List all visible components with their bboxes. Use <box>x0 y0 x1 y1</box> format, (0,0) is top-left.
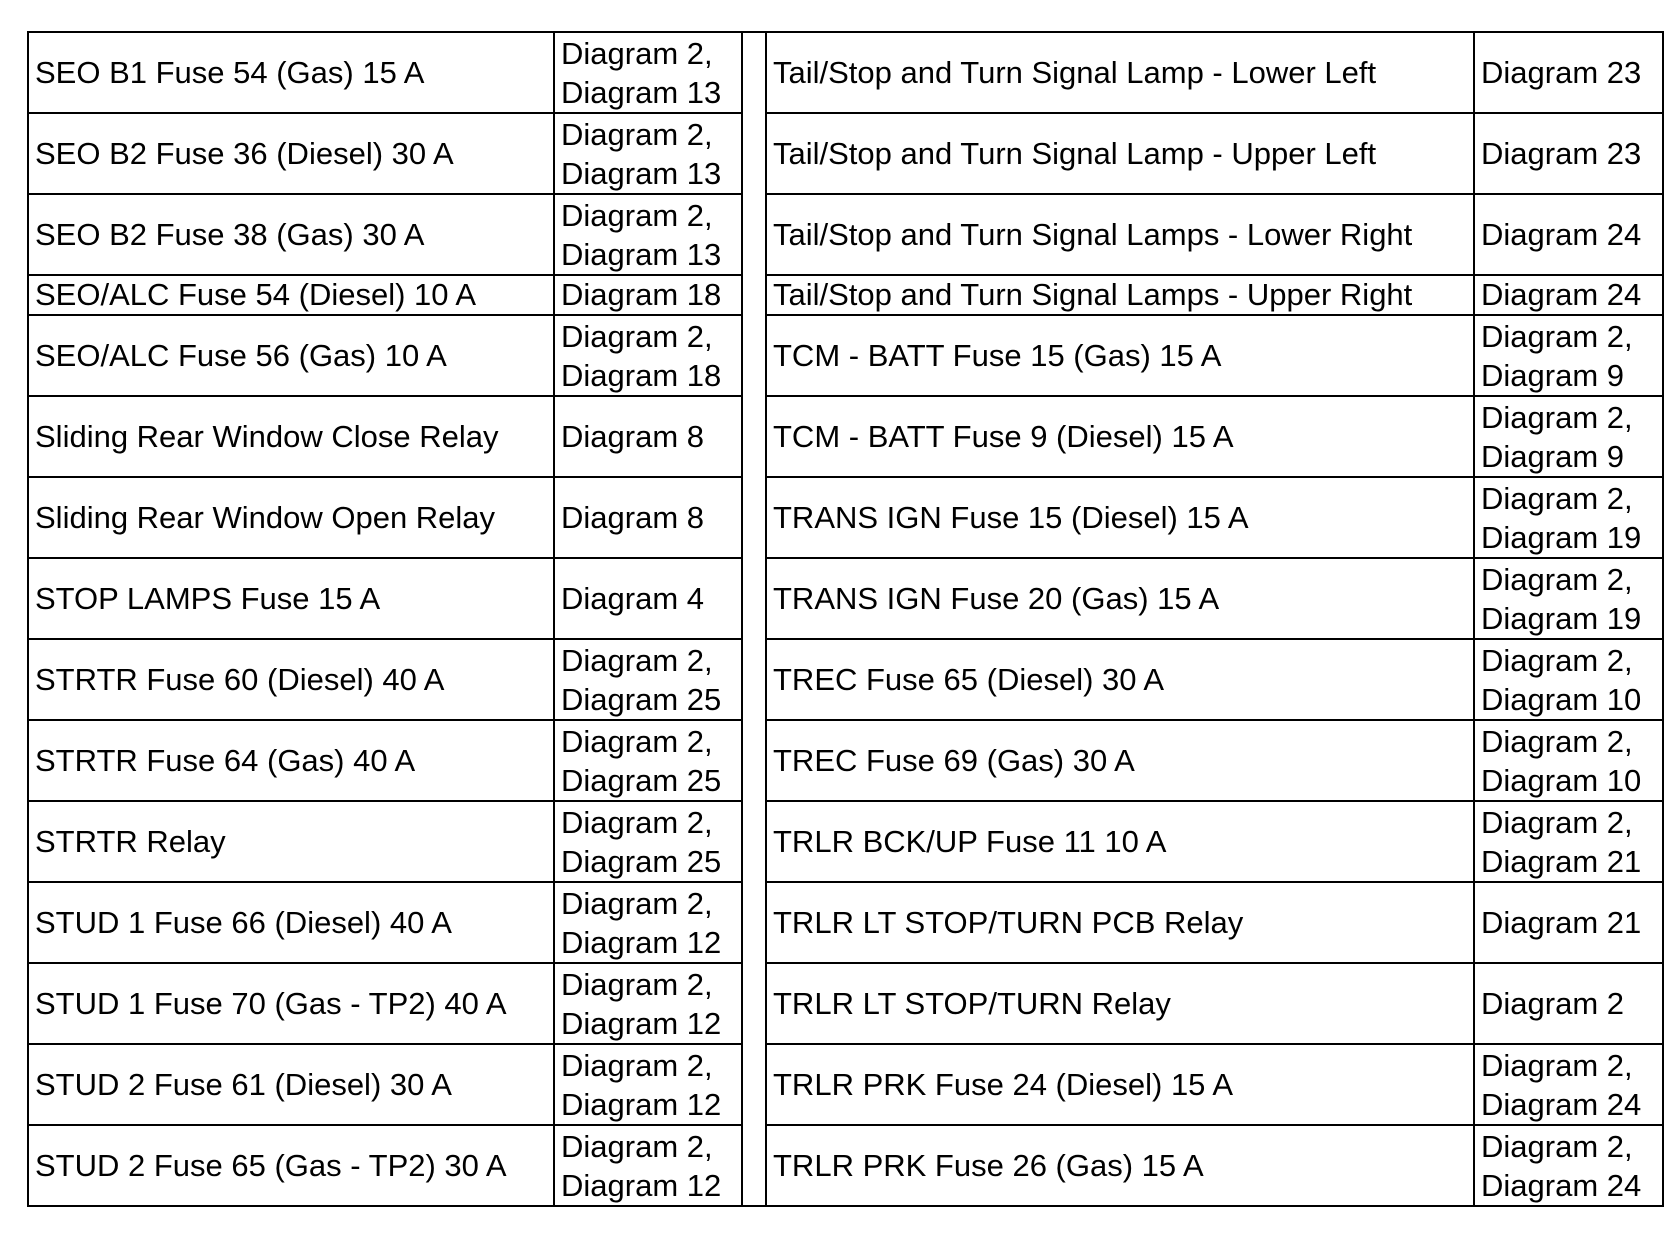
column-gap <box>742 801 766 882</box>
right-diagram-ref: Diagram 24 <box>1481 277 1642 312</box>
right-component-name: TRANS IGN Fuse 15 (Diesel) 15 A <box>766 477 1474 558</box>
right-diagram-ref-cell <box>1474 32 1663 113</box>
right-diagram-ref-cell <box>1474 558 1663 639</box>
left-diagram-ref: Diagram 12 <box>561 924 722 960</box>
table-row <box>28 1125 1663 1206</box>
column-gap <box>742 1125 766 1206</box>
left-diagram-ref: Diagram 2, <box>561 197 713 233</box>
left-diagram-ref: Diagram 2, <box>561 1128 713 1164</box>
left-component-name: Sliding Rear Window Close Relay <box>28 396 554 477</box>
right-component-name: TRLR LT STOP/TURN Relay <box>766 963 1474 1044</box>
left-diagram-ref: Diagram 8 <box>561 419 704 454</box>
column-gap <box>742 477 766 558</box>
left-diagram-ref-cell <box>554 639 742 720</box>
right-diagram-ref-cell <box>1474 720 1663 801</box>
right-component-name: TRLR BCK/UP Fuse 11 10 A <box>766 801 1474 882</box>
right-diagram-ref-cell <box>1474 194 1663 275</box>
left-diagram-ref: Diagram 2, <box>561 35 713 71</box>
right-component-name: TRLR PRK Fuse 24 (Diesel) 15 A <box>766 1044 1474 1125</box>
table-row <box>28 720 1663 801</box>
left-diagram-ref-cell <box>554 32 742 113</box>
left-diagram-ref: Diagram 12 <box>561 1167 722 1203</box>
table-row <box>28 396 1663 477</box>
left-diagram-ref: Diagram 2, <box>561 1047 713 1083</box>
column-gap <box>742 32 766 113</box>
left-diagram-ref: Diagram 13 <box>561 155 722 191</box>
left-diagram-ref-cell <box>554 720 742 801</box>
right-diagram-ref-cell <box>1474 1044 1663 1125</box>
right-diagram-ref: Diagram 19 <box>1481 519 1642 555</box>
right-diagram-ref-cell <box>1474 396 1663 477</box>
table-row <box>28 558 1663 639</box>
right-component-name: TREC Fuse 69 (Gas) 30 A <box>766 720 1474 801</box>
right-diagram-ref: Diagram 2 <box>1481 986 1624 1021</box>
right-diagram-ref: Diagram 9 <box>1481 357 1624 393</box>
right-diagram-ref-cell <box>1474 113 1663 194</box>
left-diagram-ref: Diagram 2, <box>561 642 713 678</box>
right-component-name: TRLR PRK Fuse 26 (Gas) 15 A <box>766 1125 1474 1206</box>
table-body <box>28 32 1663 1206</box>
left-diagram-ref: Diagram 2, <box>561 116 713 152</box>
right-component-name: Tail/Stop and Turn Signal Lamps - Upper Right <box>766 275 1474 315</box>
column-gap <box>742 396 766 477</box>
left-component-name: STRTR Fuse 64 (Gas) 40 A <box>28 720 554 801</box>
column-gap <box>742 720 766 801</box>
table-row <box>28 801 1663 882</box>
right-diagram-ref-cell <box>1474 801 1663 882</box>
left-diagram-ref: Diagram 25 <box>561 681 722 717</box>
right-diagram-ref: Diagram 2, <box>1481 723 1633 759</box>
left-component-name: SEO B2 Fuse 36 (Diesel) 30 A <box>28 113 554 194</box>
right-component-name: TCM - BATT Fuse 15 (Gas) 15 A <box>766 315 1474 396</box>
right-diagram-ref-cell <box>1474 639 1663 720</box>
left-diagram-ref-cell <box>554 396 742 477</box>
right-diagram-ref: Diagram 10 <box>1481 762 1642 798</box>
right-diagram-ref: Diagram 2, <box>1481 1047 1633 1083</box>
right-diagram-ref-cell <box>1474 882 1663 963</box>
left-component-name: STUD 1 Fuse 70 (Gas - TP2) 40 A <box>28 963 554 1044</box>
right-component-name: TCM - BATT Fuse 9 (Diesel) 15 A <box>766 396 1474 477</box>
column-gap <box>742 882 766 963</box>
component-index-table <box>27 31 1664 1207</box>
left-diagram-ref: Diagram 4 <box>561 581 704 616</box>
left-diagram-ref-cell <box>554 113 742 194</box>
left-diagram-ref: Diagram 2, <box>561 804 713 840</box>
left-component-name: STRTR Fuse 60 (Diesel) 40 A <box>28 639 554 720</box>
left-diagram-ref: Diagram 2, <box>561 318 713 354</box>
right-diagram-ref: Diagram 9 <box>1481 438 1624 474</box>
left-diagram-ref: Diagram 25 <box>561 762 722 798</box>
right-diagram-ref: Diagram 2, <box>1481 1128 1633 1164</box>
right-diagram-ref: Diagram 2, <box>1481 399 1633 435</box>
left-diagram-ref-cell <box>554 963 742 1044</box>
table-row <box>28 315 1663 396</box>
right-diagram-ref: Diagram 2, <box>1481 480 1633 516</box>
right-diagram-ref: Diagram 24 <box>1481 1167 1642 1203</box>
table-row <box>28 32 1663 113</box>
right-diagram-ref: Diagram 23 <box>1481 136 1642 171</box>
left-diagram-ref-cell <box>554 315 742 396</box>
left-component-name: STOP LAMPS Fuse 15 A <box>28 558 554 639</box>
right-diagram-ref-cell <box>1474 477 1663 558</box>
left-diagram-ref: Diagram 2, <box>561 885 713 921</box>
left-component-name: SEO B2 Fuse 38 (Gas) 30 A <box>28 194 554 275</box>
right-component-name: Tail/Stop and Turn Signal Lamp - Lower Left <box>766 32 1474 113</box>
column-gap <box>742 194 766 275</box>
column-gap <box>742 558 766 639</box>
left-diagram-ref-cell <box>554 558 742 639</box>
left-diagram-ref-cell <box>554 275 742 315</box>
table-row <box>28 477 1663 558</box>
left-component-name: SEO/ALC Fuse 56 (Gas) 10 A <box>28 315 554 396</box>
right-diagram-ref: Diagram 2, <box>1481 318 1633 354</box>
column-gap <box>742 963 766 1044</box>
left-diagram-ref: Diagram 13 <box>561 236 722 272</box>
right-diagram-ref: Diagram 21 <box>1481 843 1642 879</box>
right-diagram-ref: Diagram 24 <box>1481 1086 1642 1122</box>
left-diagram-ref-cell <box>554 882 742 963</box>
left-component-name: Sliding Rear Window Open Relay <box>28 477 554 558</box>
table-row <box>28 194 1663 275</box>
left-component-name: SEO/ALC Fuse 54 (Diesel) 10 A <box>28 275 554 315</box>
left-diagram-ref: Diagram 13 <box>561 74 722 110</box>
left-component-name: STRTR Relay <box>28 801 554 882</box>
left-diagram-ref-cell <box>554 194 742 275</box>
right-component-name: Tail/Stop and Turn Signal Lamp - Upper Left <box>766 113 1474 194</box>
column-gap <box>742 275 766 315</box>
left-diagram-ref: Diagram 12 <box>561 1005 722 1041</box>
right-component-name: TRANS IGN Fuse 20 (Gas) 15 A <box>766 558 1474 639</box>
table-row <box>28 1044 1663 1125</box>
left-diagram-ref: Diagram 2, <box>561 966 713 1002</box>
left-diagram-ref: Diagram 25 <box>561 843 722 879</box>
left-diagram-ref: Diagram 2, <box>561 723 713 759</box>
table-row <box>28 275 1663 315</box>
right-diagram-ref: Diagram 2, <box>1481 804 1633 840</box>
table-row <box>28 963 1663 1044</box>
left-diagram-ref-cell <box>554 801 742 882</box>
right-diagram-ref: Diagram 19 <box>1481 600 1642 636</box>
left-diagram-ref: Diagram 8 <box>561 500 704 535</box>
column-gap <box>742 1044 766 1125</box>
left-diagram-ref-cell <box>554 1044 742 1125</box>
right-diagram-ref: Diagram 23 <box>1481 55 1642 90</box>
left-diagram-ref-cell <box>554 477 742 558</box>
column-gap <box>742 639 766 720</box>
right-diagram-ref: Diagram 21 <box>1481 905 1642 940</box>
left-diagram-ref-cell <box>554 1125 742 1206</box>
right-diagram-ref-cell <box>1474 315 1663 396</box>
left-component-name: SEO B1 Fuse 54 (Gas) 15 A <box>28 32 554 113</box>
column-gap <box>742 315 766 396</box>
right-component-name: TREC Fuse 65 (Diesel) 30 A <box>766 639 1474 720</box>
table-row <box>28 882 1663 963</box>
right-diagram-ref: Diagram 24 <box>1481 217 1642 252</box>
column-gap <box>742 113 766 194</box>
left-diagram-ref: Diagram 12 <box>561 1086 722 1122</box>
right-component-name: TRLR LT STOP/TURN PCB Relay <box>766 882 1474 963</box>
right-component-name: Tail/Stop and Turn Signal Lamps - Lower Right <box>766 194 1474 275</box>
table-row <box>28 113 1663 194</box>
right-diagram-ref: Diagram 2, <box>1481 642 1633 678</box>
left-component-name: STUD 2 Fuse 65 (Gas - TP2) 30 A <box>28 1125 554 1206</box>
left-component-name: STUD 2 Fuse 61 (Diesel) 30 A <box>28 1044 554 1125</box>
right-diagram-ref-cell <box>1474 275 1663 315</box>
left-diagram-ref: Diagram 18 <box>561 357 722 393</box>
right-diagram-ref-cell <box>1474 1125 1663 1206</box>
left-diagram-ref: Diagram 18 <box>561 277 722 312</box>
left-component-name: STUD 1 Fuse 66 (Diesel) 40 A <box>28 882 554 963</box>
right-diagram-ref: Diagram 10 <box>1481 681 1642 717</box>
right-diagram-ref: Diagram 2, <box>1481 561 1633 597</box>
table-row <box>28 639 1663 720</box>
right-diagram-ref-cell <box>1474 963 1663 1044</box>
